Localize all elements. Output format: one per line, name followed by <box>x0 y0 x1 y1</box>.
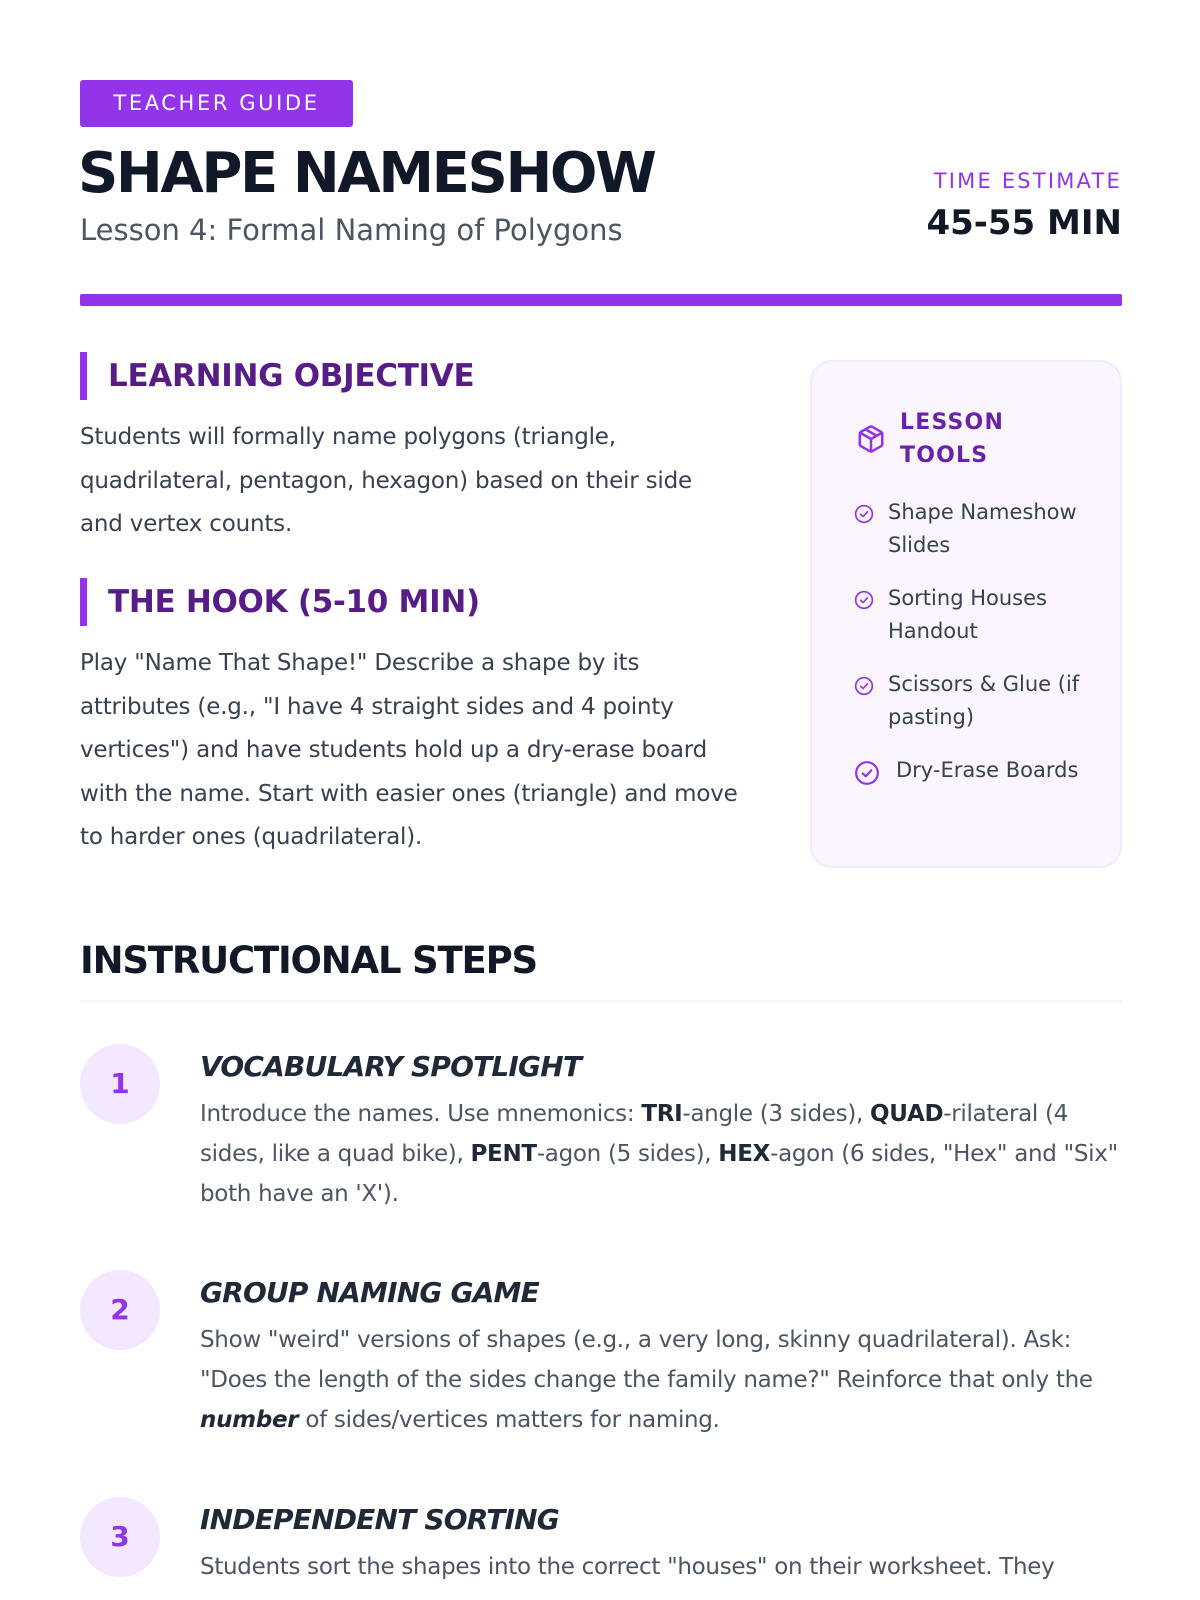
tool-item-label: Sorting Houses Handout <box>888 586 1047 643</box>
hook-header <box>80 578 740 626</box>
section-accent-bar <box>80 578 87 626</box>
learning-objective-heading: LEARNING OBJECTIVE <box>108 358 475 394</box>
learning-objective-text: Students will formally name polygons (triangle, quadrilateral, pentagon, hexagon) based on their side and vertex counts. <box>80 424 692 537</box>
step-text-part: -angle (3 sides), <box>682 1101 871 1127</box>
mnemonic-prefix: HEX <box>718 1141 771 1167</box>
step-number: 1 <box>80 1044 160 1124</box>
header-divider <box>80 294 1122 306</box>
teacher-guide-badge: TEACHER GUIDE <box>80 80 353 127</box>
mnemonic-prefix: PENT <box>470 1141 537 1167</box>
check-circle-icon <box>854 676 874 696</box>
time-estimate-value: 45-55 MIN <box>926 203 1122 243</box>
tool-item-label: Scissors & Glue (if pasting) <box>888 672 1080 729</box>
learning-objective-header <box>80 352 740 400</box>
time-estimate <box>926 166 1122 246</box>
check-circle-icon <box>854 504 874 524</box>
learning-objective-section <box>80 352 740 547</box>
emphasized-word: number <box>200 1407 299 1433</box>
instructional-steps-title: INSTRUCTIONAL STEPS <box>80 939 537 982</box>
step-text <box>200 1320 1122 1440</box>
step-heading: GROUP NAMING GAME <box>200 1276 539 1309</box>
step-text-part: of sides/vertices matters for naming. <box>298 1407 720 1433</box>
package-icon <box>856 424 886 454</box>
step-number: 2 <box>80 1270 160 1350</box>
hook-section <box>80 578 740 860</box>
step-text <box>200 1094 1122 1214</box>
time-estimate-label: TIME ESTIMATE <box>933 169 1122 193</box>
check-circle-icon <box>854 760 880 786</box>
mnemonic-prefix: TRI <box>641 1101 683 1127</box>
check-circle-icon <box>854 590 874 610</box>
step-heading: INDEPENDENT SORTING <box>200 1503 559 1536</box>
tool-item-label: Shape Nameshow Slides <box>888 500 1077 557</box>
step-text-part: Introduce the names. Use mnemonics: <box>200 1101 642 1127</box>
step-number: 3 <box>80 1497 160 1577</box>
step-text <box>200 1547 1122 1587</box>
step-text-part: Students sort the shapes into the correct "houses" on their worksheet. They <box>200 1554 1055 1580</box>
teacher-guide-page <box>80 0 1122 1600</box>
section-accent-bar <box>80 352 87 400</box>
step-text-part: -agon (6 sides, "Hex" and "Six" both have an 'X'). <box>200 1141 1118 1207</box>
steps-divider <box>80 1000 1122 1002</box>
mnemonic-prefix: QUAD <box>870 1101 944 1127</box>
hook-text: Play "Name That Shape!" Describe a shape by its attributes (e.g., "I have 4 straight sides and 4 pointy vertices") and have students hold up a dry-erase board with the name. Start with easier ones (triangle) and move to harder ones (quadrilateral). <box>80 650 738 850</box>
tool-item-label: Dry-Erase Boards <box>896 758 1079 782</box>
step-text-part: Show "weird" versions of shapes (e.g., a very long, skinny quadrilateral). Ask: "Does the length of the sides change the family name?" Reinforce that only the <box>200 1327 1093 1393</box>
lesson-tools-card <box>810 360 1122 868</box>
step-text-part: -agon (5 sides), <box>536 1141 719 1167</box>
lesson-subtitle: Lesson 4: Formal Naming of Polygons <box>80 213 623 247</box>
lesson-tools-title: LESSON TOOLS <box>900 410 1005 468</box>
step-body <box>200 1270 1122 1440</box>
step-body <box>200 1497 1122 1587</box>
step-heading: VOCABULARY SPOTLIGHT <box>200 1050 582 1083</box>
page-title: SHAPE NAMESHOW <box>78 141 655 206</box>
step-body <box>200 1044 1122 1214</box>
step-text-part: -rilateral (4 sides, like a quad bike), <box>200 1101 1069 1167</box>
hook-heading: THE HOOK (5-10 MIN) <box>108 584 480 620</box>
